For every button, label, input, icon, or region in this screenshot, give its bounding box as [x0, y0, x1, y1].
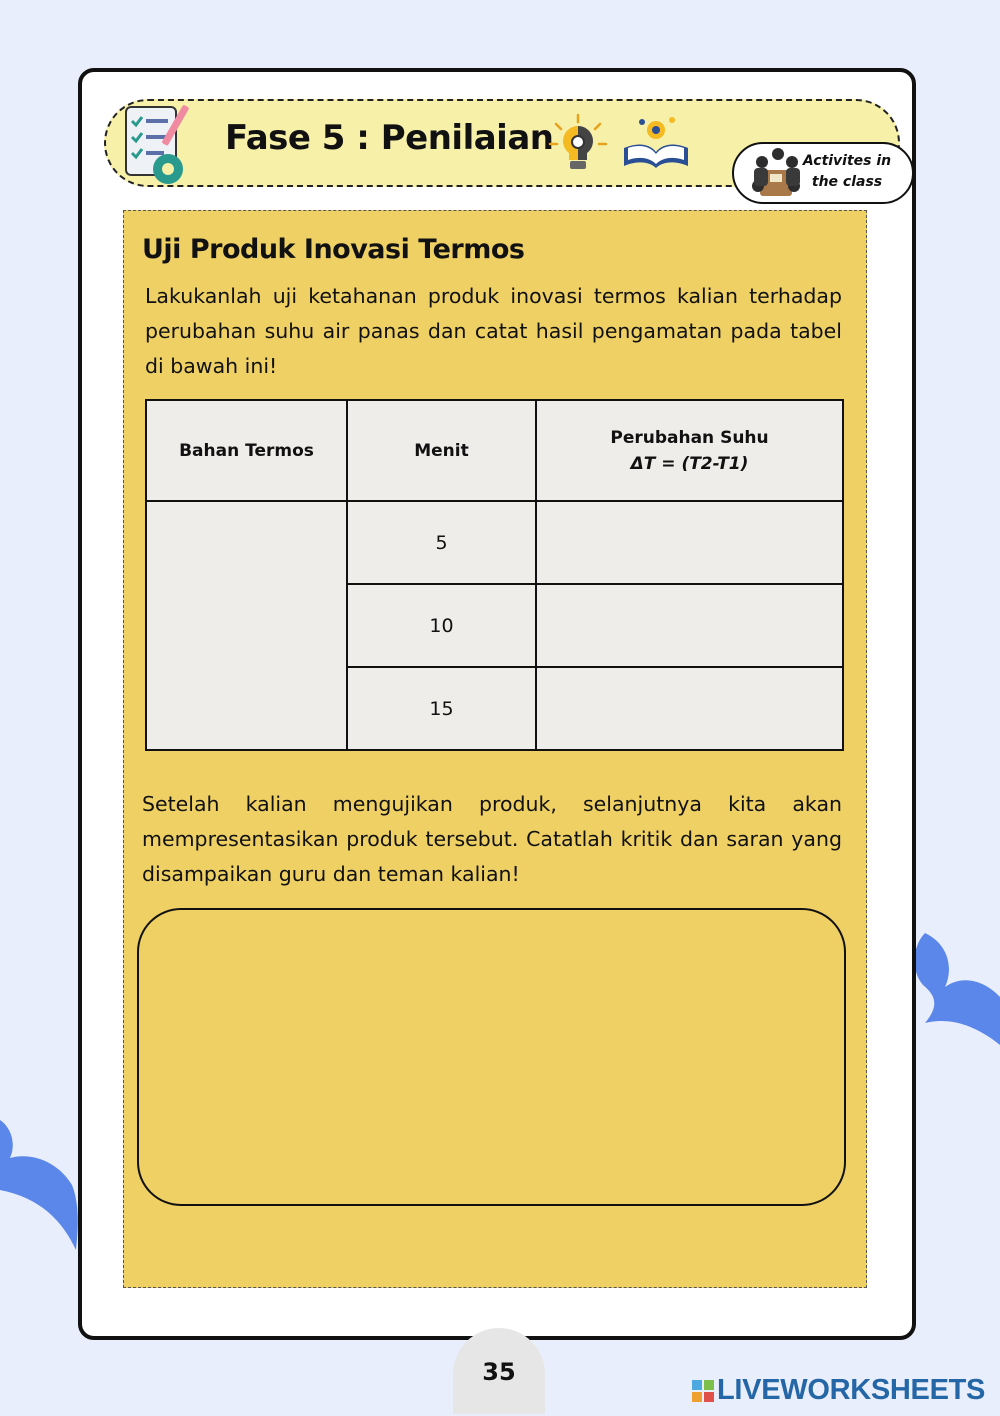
minute-cell: 10 — [347, 584, 536, 667]
liveworksheets-logo-icon — [692, 1380, 714, 1402]
feedback-answer-box[interactable] — [137, 908, 846, 1206]
temperature-change-input[interactable] — [536, 584, 843, 667]
presentation-instructions: Setelah kalian mengujikan produk, selanjutnya kita akan mempresentasikan produk tersebut. Catatlah kritik dan saran yang disampaikan guru dan teman kalian! — [142, 792, 842, 886]
checklist-gear-icon — [120, 97, 198, 189]
activity-badge-line1: Activites in — [802, 153, 892, 169]
activity-badge-line2: the class — [811, 174, 883, 190]
temperature-change-input[interactable] — [536, 501, 843, 584]
liveworksheets-brand: LIVEWORKSHEETS — [717, 1374, 986, 1406]
lightbulb-icon — [548, 112, 608, 174]
header-temperature-change — [536, 400, 843, 501]
material-input-cell[interactable] — [146, 501, 347, 750]
header-material: Bahan Termos — [146, 400, 347, 501]
minute-cell: 15 — [347, 667, 536, 750]
phase-title: Fase 5 : Penilaian — [225, 118, 554, 158]
observation-table — [145, 399, 844, 751]
page-number: 35 — [453, 1328, 545, 1414]
temperature-change-input[interactable] — [536, 667, 843, 750]
activity-badge-label — [798, 151, 896, 193]
leaf-decoration-icon — [0, 1110, 85, 1250]
test-instructions: Lakukanlah uji ketahanan produk inovasi termos kalian terhadap perubahan suhu air panas dan catat hasil pengamatan pada tabel di bawah ini! — [145, 284, 842, 378]
header-minute: Menit — [347, 400, 536, 501]
table-header-row — [146, 400, 843, 501]
leaf-decoration-icon — [905, 925, 1000, 1045]
table-row — [146, 501, 843, 584]
section-heading: Uji Produk Inovasi Termos — [142, 234, 525, 265]
group-people-icon — [748, 144, 804, 202]
open-book-icon — [620, 112, 692, 172]
minute-cell: 5 — [347, 501, 536, 584]
header-formula: ΔT = (T2-T1) — [630, 453, 749, 474]
liveworksheets-logo — [692, 1376, 985, 1405]
header-change-label: Perubahan Suhu — [610, 427, 769, 448]
